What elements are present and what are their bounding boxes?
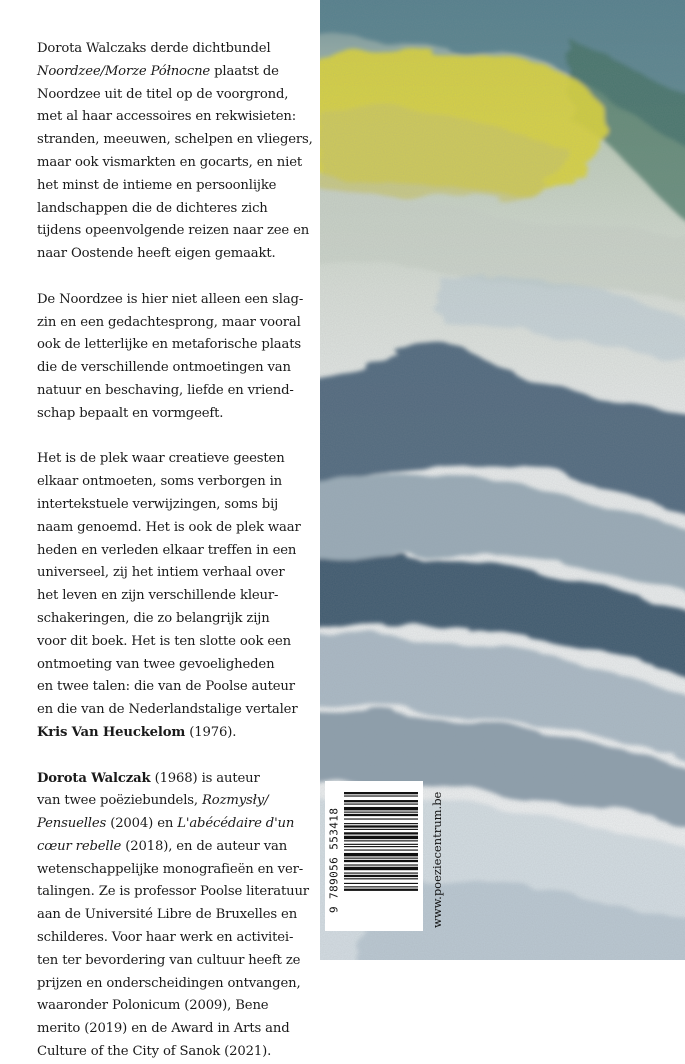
blurb-line: merito (2019) en de Award in Arts and (37, 1021, 290, 1037)
blurb-line: met al haar accessoires en rekwisieten: (37, 109, 297, 125)
blurb-line: het leven en zijn verschillende kleur- (37, 588, 279, 604)
blurb-line: tijdens opeenvolgende reizen naar zee en (37, 223, 310, 239)
blurb-line: Noordzee uit de titel op de voorgrond, (37, 86, 289, 102)
blurb-line: Het is de plek waar creatieve geesten (37, 451, 285, 467)
blurb-line: schap bepaalt en vormgeeft. (37, 405, 224, 421)
blurb-line: heden en verleden elkaar treffen in een (37, 542, 297, 558)
blurb-line: naam genoemd. Het is ook de plek waar (37, 519, 301, 535)
blurb-line: schilderes. Voor haar werk en activitei- (37, 930, 294, 946)
blurb-line: prijzen en onderscheidingen ontvangen, (37, 975, 301, 991)
blurb-line: wetenschappelijke monografieën en ver- (37, 861, 304, 877)
blurb-line: talingen. Ze is professor Poolse literatuur (37, 884, 309, 900)
blurb-line: intertekstuele verwijzingen, soms bij (37, 496, 279, 512)
book-title: Rozmysły/ (202, 793, 269, 809)
author-year: (1968) is auteur (150, 770, 260, 786)
book-title: L'abécédaire d'un (177, 816, 295, 832)
blurb-line: plaatst de (214, 63, 279, 79)
blurb-line: en twee talen: die van de Poolse auteur (37, 679, 295, 695)
translator-name: Kris Van Heuckelom (37, 724, 186, 740)
blurb-line: Dorota Walczaks derde dichtbundel (37, 41, 271, 56)
blurb-line: maar ook vismarkten en gocarts, en niet (37, 154, 303, 170)
blurb-line: universeel, zij het intiem verhaal over (37, 565, 285, 581)
author-name: Dorota Walczak (37, 770, 151, 786)
book-title: Pensuelles (37, 816, 107, 832)
back-cover-text-column (0, 0, 320, 1060)
blurb-line: en die van de Nederlandstalige vertaler (37, 702, 298, 718)
barcode-icon (344, 790, 420, 930)
publisher-website: www.poeziecentrum.be (430, 791, 444, 929)
blurb-line: ook de letterlijke en metaforische plaats (37, 337, 301, 353)
blurb-line: zin en een gedachtesprong, maar vooral (37, 314, 301, 330)
blurb-line: schakeringen, die zo belangrijk zijn (37, 610, 270, 626)
blurb-line: landschappen die de dichteres zich (37, 200, 268, 216)
blurb-line: natuur en beschaving, liefde en vriend- (37, 382, 294, 398)
blurb-line: die de verschillende ontmoetingen van (37, 360, 291, 376)
translator-year: (1976). (185, 724, 237, 740)
blurb-text: (2018), en de auteur van (121, 838, 288, 854)
blurb-text: (2004) en (106, 816, 178, 832)
back-cover-blurb (37, 38, 321, 1064)
blurb-line: waaronder Polonicum (2009), Bene (37, 998, 269, 1014)
blurb-line: ten ter bevordering van cultuur heeft ze (37, 952, 301, 968)
blurb-line: voor dit boek. Het is ten slotte ook een (37, 633, 291, 649)
isbn-digits: 9 789056 553418 (327, 807, 341, 913)
blurb-line: ontmoeting van twee gevoeligheden (37, 656, 275, 672)
blurb-line: naar Oostende heeft eigen gemaakt. (37, 246, 276, 262)
blurb-line: Culture of the City of Sanok (2021). (37, 1044, 272, 1060)
blurb-text: van twee poëziebundels, (37, 793, 202, 809)
blurb-line: elkaar ontmoeten, soms verborgen in (37, 474, 283, 490)
blurb-line: De Noordzee is hier niet alleen een slag- (37, 291, 304, 307)
blurb-line: stranden, meeuwen, schelpen en vliegers, (37, 132, 313, 148)
blurb-line: het minst de intieme en persoonlijke (37, 177, 277, 193)
book-title: cœur rebelle (37, 838, 122, 854)
book-title: Noordzee/Morze Północne (37, 63, 211, 79)
blurb-line: aan de Université Libre de Bruxelles en (37, 907, 298, 923)
